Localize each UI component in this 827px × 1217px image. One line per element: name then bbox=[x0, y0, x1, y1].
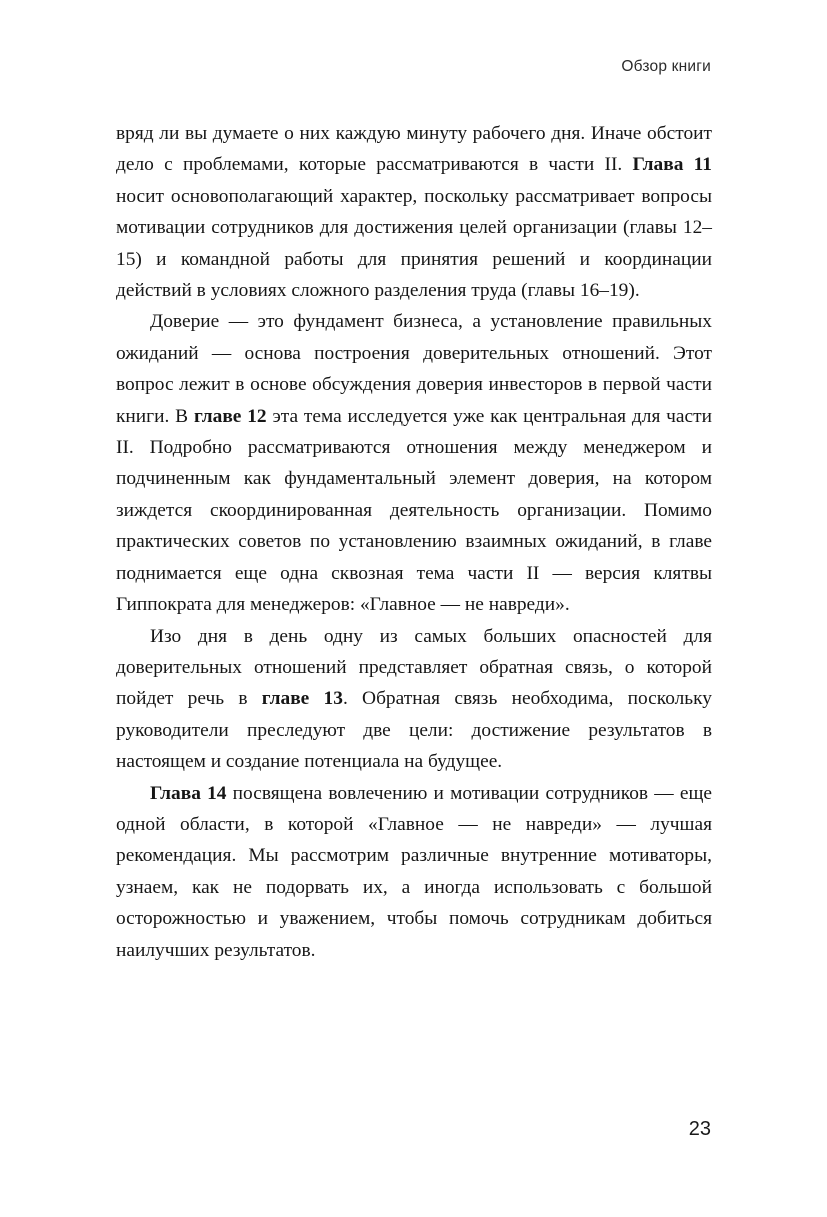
running-head: Обзор книги bbox=[621, 58, 711, 75]
paragraph-3: Изо дня в день одну из самых больших опасностей для доверительных отношений представляет обратная связь, о которой пойдет речь в главе 13. Обратная связь необходима, поскольку руководители преследуют две цели: достижение результатов в настоящем и создание потенциала на будущее. bbox=[116, 625, 712, 773]
body-text-column bbox=[116, 118, 712, 966]
paragraph-1: вряд ли вы думаете о них каждую минуту рабочего дня. Иначе обстоит дело с проблемами, которые рассматриваются в части II. Глава 11 носит основополагающий характер, поскольку рассматривает вопросы мотивации сотрудников для достижения целей организации (главы 12–15) и командной работы для принятия решений и координации действий в условиях сложного разделения труда (главы 16–19). bbox=[116, 123, 712, 302]
paragraph-4: Глава 14 посвящена вовлечению и мотивации сотрудников — еще одной области, в которой «Главное — не навреди» — лучшая рекомендация. Мы рассмотрим различные внутренние мотиваторы, узнаем, как не подорвать их, а иногда использовать с большой осторожностью и уважением, чтобы помочь сотрудникам добиться наилучших результатов. bbox=[116, 782, 712, 961]
page-number: 23 bbox=[688, 1118, 711, 1140]
paragraph-2: Доверие — это фундамент бизнеса, а установление правильных ожиданий — основа построения доверительных отношений. Этот вопрос лежит в основе обсуждения доверия инвесторов в первой части книги. В главе 12 эта тема исследуется уже как центральная для части II. Подробно рассматриваются отношения между менеджером и подчиненным как фундаментальный элемент доверия, на котором зиждется скоординированная деятельность организации. Помимо практических советов по установлению взаимных ожиданий, в главе поднимается еще одна сквозная тема части II — версия клятвы Гиппократа для менеджеров: «Главное — не навреди». bbox=[116, 311, 712, 616]
